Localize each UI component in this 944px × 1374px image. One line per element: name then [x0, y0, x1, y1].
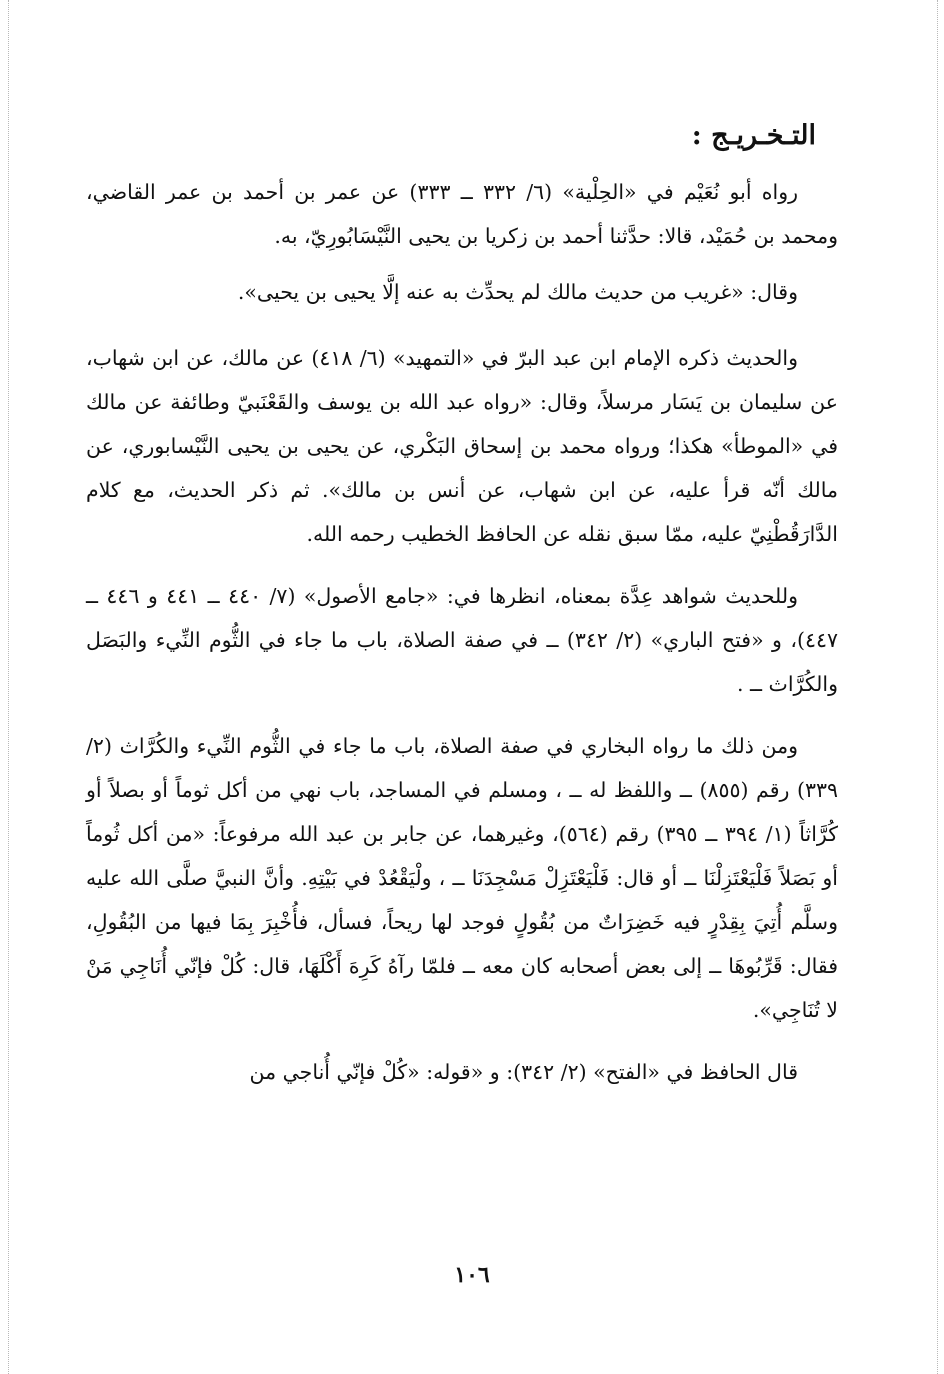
paragraph-fath: قال الحافظ في «الفتح» (٢/ ٣٤٢): و «قوله: «كُلْ فإنّي أُناجي من: [249, 1060, 798, 1084]
page-content: [86, 116, 838, 1112]
right-margin-guide: [937, 0, 938, 1374]
paragraph-bukhari-muslim: ومن ذلك ما رواه البخاري في صفة الصلاة، باب ما جاء في الثُّوم النِّيء والكُرَّاث (٢/ ٣٣٩) رقم (٨٥٥) ــ واللفظ له ــ ، ومسلم في المساجد، باب نهي من أكل ثوماً أو بصلاً أو كُرَّاثاً (١/ ٣٩٤ ــ ٣٩٥) رقم (٥٦٤)، وغيرهما، عن جابر بن عبد الله مرفوعاً: «من أكل ثُوماً أو بَصَلاً فَلْيَعْتَزِلْنَا ــ أو قال: فَلْيَعْتَزِلْ مَسْجِدَنَا ــ ، ولْيَقْعُدْ في بَيْتِهِ. وأنَّ النبيَّ صلَّى الله عليه وسلَّم أُتِيَ بِقِدْرٍ فيه خَضِرَاتٌ من بُقُولٍ فوجد لها ريحاً، فسأل، فأُخْبِرَ بِمَا فيها من البُقُولِ، فقال: قَرِّبُوهَا ــ إلى بعض أصحابه كان معه ــ فلمّا رآهُ كَرِهَ أَكْلَهَا، قال: كُلْ فإنّي أُنَاجِي مَنْ لا تُنَاجِي».: [86, 734, 838, 1022]
section-heading: التـخـريـج :: [691, 120, 816, 151]
paragraph-shawahid: وللحديث شواهد عِدَّة بمعناه، انظرها في: «جامع الأصول» (٧/ ٤٤٠ ــ ٤٤١ و ٤٤٦ ــ ٤٤٧)، و «فتح الباري» (٢/ ٣٤٢) ــ في صفة الصلاة، باب ما جاء في الثُّوم النِّيء والبَصَل والكُرَّاث ــ .: [86, 584, 838, 696]
page-number: ١٠٦: [454, 1262, 490, 1288]
paragraph-gharib: وقال: «غريب من حديث مالك لم يحدِّث به عنه إلَّا يحيى بن يحيى».: [237, 280, 798, 304]
paragraph-tamhid: والحديث ذكره الإمام ابن عبد البرّ في «التمهيد» (٦/ ٤١٨) عن مالك، عن ابن شهاب، عن سليمان بن يَسَار مرسلاً، وقال: «رواه عبد الله بن يوسف والقَعْنَبيّ وطائفة عن مالك في «الموطأ» هكذا؛ ورواه محمد بن إسحاق البَكْري، عن يحيى بن يحيى النَّيْسابوري، عن مالك أنّه قرأ عليه، عن ابن شهاب، عن أنس بن مالك». ثم ذكر الحديث، مع كلام الدَّارَقُطْنِيّ عليه، ممّا سبق نقله عن الحافظ الخطيب رحمه الله.: [86, 346, 838, 546]
left-margin-guide: [8, 0, 9, 1374]
paragraph-abu-nuaym: رواه أبو نُعَيْم في «الحِلْية» (٦/ ٣٣٢ ــ ٣٣٣) عن عمر بن أحمد بن عمر القاضي، ومحمد بن حُمَيْد، قالا: حدَّثنا أحمد بن زكريا بن يحيى النَّيْسَابُورِيّ، به.: [86, 180, 838, 248]
